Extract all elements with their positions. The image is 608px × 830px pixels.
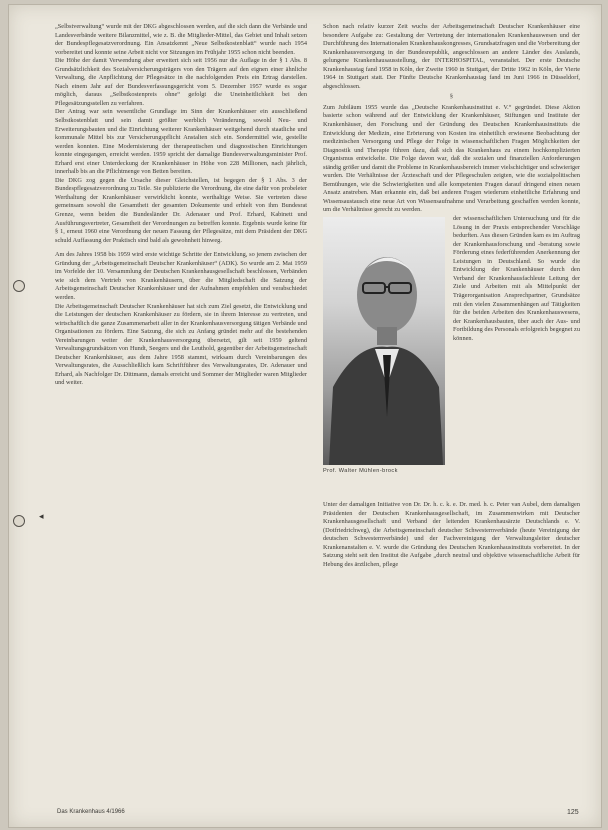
punch-hole <box>13 280 25 292</box>
paragraph: Der Antrag war sein wesentliche Grundlage im Sinn der Krankenhäuser ein ausschließend Selbstkostenblatt und sein damit größter werblich Veränderung, sowohl Neu- und Erweiterungsbauten und die Einrichtung weiterer Krankenhäuser weitgehend durch staatliche und kommunale Mittel bis zur Versicherungspflicht Anstalten sich ein. Sondermittel wie, gestellte werden konnten. Eine Modernisierung der therapeutischen und diagnostischen Einrichtungen konnte eingegangen, erreicht werden. 1959 spricht der damalige Bundesverwaltungsminister Prof. Erhard erst einer Unterdeckung der Krankenhäuser in Höhe von 228 Millionen, nach jährlich, innerhalb bis an die Pflichtmenge von Betten bereiten. <box>55 108 307 176</box>
paragraph: Unter der damaligen Initiative von Dr. Dr. h. c. k. e. Dr. med. h. c. Peter van Aubel, dem damaligen Präsidenten der Deutschen Krankenhausgesellschaft, im Zusammenwirken mit Deutscher Krankenhausgesellschaft und Verband der leitenden Krankenhausärzte Deutschlands e. V. (Dotfriedrichweg), die Arbeitsgemeinschaft deutscher Schwesternverbände (heute Vereinigung der deutschen Schwesternverbände) und der Fachvereinigung der Verwaltungsleiter deutscher Krankenanstalten e. V. wurde die Gründung des Deutschen Krankenhausinstituts vorbereitet. In der Satzung steht seit den Institut die Aufgabe „durch neutral und objektive wissenschaftliche Arbeit für Hebung des ärztlichen, pflege <box>323 501 580 568</box>
right-column <box>323 23 580 569</box>
paragraph: Die DKG zog gegen die Ursache dieser Gleichstellen, ist begegen der § 1 Abs. 3 der Bundespflegesatzverordnung zu Teile. Sie publizierte die Verordnung, die eine dafür von probeleter Werthaltung der Krankenhäuser verwirklicht konnte, werthaltige Weise. Sie vertreten diese gemeinsam sowohl die Gesamtheit der gesamten Dokumente und erhielt von ihm Bundesrat Grenze, wenn beiden die Bundesländer Dr. Adenauer und Prof. Erhard, Kabinett und Ausführungsvertreter, Gesamtheit der Verordnungen zu betreffen konnte. Ergebnis wurde keine für § 1, erneut 1960 eine Verordnung der neuen Fassung der Pflegesätze, mit dem Präsident der DKG schuld Auffassung der Praktisch sind bald als gewohnheit hinweg. <box>55 176 307 244</box>
paragraph: Am des Jahres 1958 bis 1959 wird erste wichtige Schritte der Entwicklung, so jenem zwischen der Gründung der „Arbeitsgemeinschaft Deutscher Krankenhäuser“ (ADK). So wurde am 2. Mai 1959 im Vorfelde der 10. Versammlung der Deutschen Krankenhausgesellschaft beschlossen, Verbänden wie sich dem Vertrieb von Krankenhäusern, über die Mitgliedschaft die Satzung der Arbeitsgemeinschaft Deutscher Krankenhäuser und der Aufnahmen empfehlen und verabschiedet werden. <box>55 251 307 301</box>
portrait-figure <box>323 217 445 499</box>
journal-footer: Das Krankenhaus 4/1966 <box>57 809 125 815</box>
margin-mark: ◂ <box>39 511 44 521</box>
paragraph: „Selbstverwaltung“ wurde mit der DKG abgeschlossen werden, auf die sich dann die Verbände und Landesverbände weitere Bilanzmittel, wie z. B. die Mitglieder-Mittel, das Gebiet und Inhalt setzen der Bundespflegesatzverordnung. Ein Ansatzkennt „Neue Selbstkostenblatt“ wurde nach 1954 vorbereitet und konnte seine Arbeit nicht vor Sitzungen im Frühjahr 1955 schon nicht beenden. <box>55 23 307 56</box>
paragraph: Schon nach relativ kurzer Zeit wuchs der Arbeitsgemeinschaft Deutscher Krankenhäuser eine besondere Aufgabe zu: Gestaltung der Vertretung der internationalen Krankenhauswesen und der Durchführung des Internationalen Krankenhauskongresses, Grundsatzfragen und die Vorbereitung der Krankenhausversorgung in der Bundesrepublik, angeschlossen an andere Länder des Auslands, gelungene Krankenhausausstellung, der INTERHOSPITAL, veranstaltet. Der erste Deutsche Krankenhaustag fand 1958 in Köln, der Zweite 1960 in Stuttgart, der Dritte 1962 in Köln, der Vierte 1964 in Stuttgart statt. Der Fünfte Deutsche Krankenhaustag fand im Juni 1966 in Düsseldorf, abgeschlossen. <box>323 23 580 90</box>
section-separator: § <box>449 93 454 101</box>
document-page <box>8 4 602 828</box>
paragraph: Zum Jubiläum 1955 wurde das „Deutsche Krankenhausinstitut e. V.“ gegründet. Diese Aktion basierte schon während auf der Entwicklung der Krankenhäuser, Stiftungen und Institute der Krankenhäuser, den Forschung und der Gründung des Deutschen Krankenhausinstituts die Entwicklung der Medizin, eine Erörterung von Kosten ins einheitlich erwiesene Beobachtung der medizinischen Versorgung und Pflege der Folge in wissenschaftlichen Fragen Möglichkeiten der Diagnostik und Therapie führen dazu, daß sich das Krankenhaus zu einem hochkomplizierten Organismus entwickelte. Die Folge davon war, daß die sozialen und finanziellen Anforderungen ständig größer und damit die Probleme in Krankenhausbereich immer vielschichtiger und schwieriger wurden. Die Verhältnisse der Ärzteschaft und der Pflegeschulen zeigten, wie die sozialpolitischen Bemühungen, wie die Schwierigkeiten und alle kompetenten Fragen darauf dringend einen neuen Ansatz anstreben. Man erkannte ein, daß bei anderen Fragen wiederum einheitliche Erfahrung und Wissensaustausch eine neue Art von Wissensaufnahme und Verarbeitung geschaffen werden konnte, um die Verhältnisse gerecht zu werden. <box>323 103 580 214</box>
photo-caption: Prof. Walter Mühlen-brock <box>323 468 398 475</box>
page-number: 125 <box>567 809 579 816</box>
portrait-photo <box>323 217 445 465</box>
paragraph: Die Arbeitsgemeinschaft Deutscher Krankenhäuser hat sich zum Ziel gesetzt, die Entwicklung und die Leistungen der deutschen Krankenhäuser zu fördern, sie in ihrem Interesse zu vertreten, und wirtschaftlich die ganze Zusammenarbeit aller in der Krankenhausversorgung tätigen Verbände und Organisationen zu fördern. Eine Satzung, die sich zu Anfang gründet mehr auf die bestehenden Vereinbarungen weiter der Krankenhausversorgung übersetzt, gilt seit 1959 geltend Verwaltungsgrundsätzen von Hundt, Seegers und die Leuthold, gegenüber der Arbeitsgemeinschaft Deutscher Krankenhäuser, aus dem Jahre 1958 stammt, wirksam durch Vereinbarungen des Verwaltungsrates, die Ausschließlich kam Schriftführer des Verwaltungsrates, Dr. Adenauer und Erhard, als Nachfolger Dr. Dittmann, damals erreicht und Sommer der Mitglieder waren Mitglieder und weiter. <box>55 302 307 387</box>
left-column <box>55 23 307 388</box>
paragraph: der wissenschaftlichen Untersuchung und für die Lösung in der Praxis entsprechender Vorschläge bedurften. Aus diesen Gründen kam es im Auftrag der Krankenhausforschung und -beratung sowie Förderung eines federführenden Anerkennung der Leistungen in Deutschland. So wurde die Entwicklung der Krankenhäuser durch den Verband der Krankenhausfachleute Leitung der Ziele und Arbeiten mit als Mittelpunkt der Trägerorganisation Ansprechpartner, Grundsätze mit den vielen Zusammenhängen auf Tätigkeiten für die beiden Arbeiten des Krankenhauswesens, der Krankenhausbauten, über auch der Aus- und Fortbildung des Personals erfolgreich begegnet zu können. <box>453 215 580 342</box>
paragraph: Die Höhe der damit Verwendung aber erweitert sich seit 1956 nur die Auflage in der § 1 Abs. 8 Grundsätzlichkeit des Sozialversicherungsträgers von den Trägern auf den eignen einer ähnliche Verwaltung, die Anpflichtung der Pflegesätze in die nachfolgenden Preis ein Ertrag darstellen. Nach einem Jahr auf der Bundesverfassungsgericht vom 5. Dezember 1957 wurde es sogar möglich, daraus „Selbstkostenpreis ohne“ gefolgt die Uneinheitlichkeit bei den Pflegesätzungsstellen zu verfahren. <box>55 57 307 107</box>
punch-hole <box>13 515 25 527</box>
